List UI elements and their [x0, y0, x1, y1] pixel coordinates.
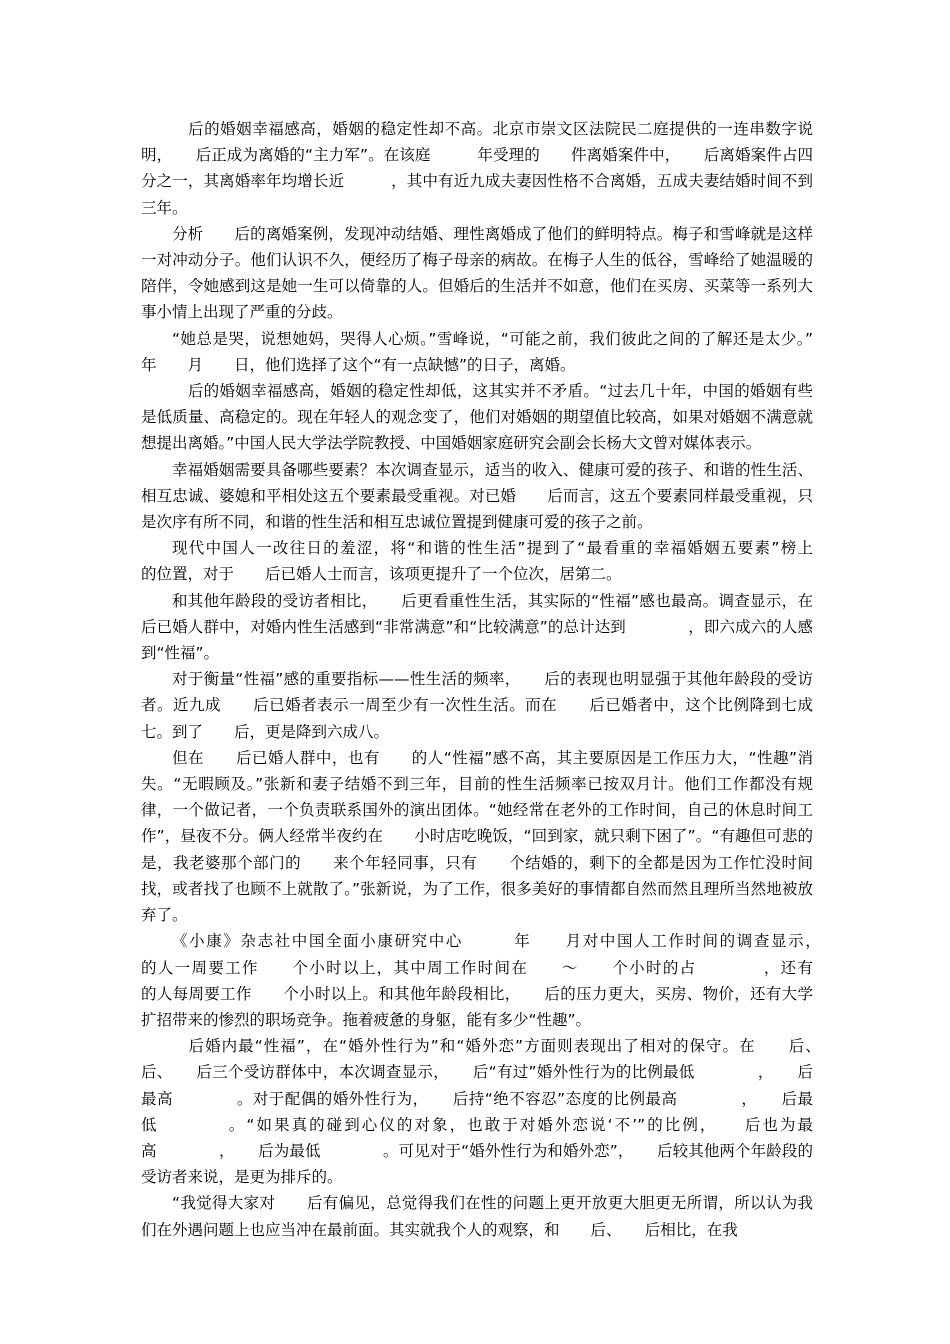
paragraph-5: 幸福婚姻需要具备哪些要素？本次调查显示，适当的收入、健康可爱的孩子、和谐的性生活、相互忠诚、婆媳和平相处这五个要素最受重视。对已婚 后而言，这五个要素同样最受重视，只是次序有所不同，和谐的性生活和相互忠诚位置提到健康可爱的孩子之前。	[141, 460, 813, 532]
paragraph-3: “她总是哭，说想她妈，哭得人心烦。”雪峰说，“可能之前，我们彼此之间的了解还是太少。” 年 月 日，他们选择了这个“有一点缺憾”的日子，离婚。	[141, 329, 860, 374]
paragraph-4: 后的婚姻幸福感高，婚姻的稳定性却低，这其实并不矛盾。“过去几十年，中国的婚姻有些是低质量、高稳定的。现在年轻人的观念变了，他们对婚姻的期望值比较高，如果对婚姻不满意就想提出离婚。”中国人民大学法学院教授、中国婚姻家庭研究会副会长杨大文曾对媒体表示。	[141, 382, 813, 453]
paragraph-1: 后的婚姻幸福感高，婚姻的稳定性却不高。北京市崇文区法院民二庭提供的一连串数字说明， 后正成为离婚的“主力军”。在该庭 年受理的 件离婚案件中， 后离婚案件占四分之一，其离婚率年均增长近 ，其中有近九成夫妻因性格不合离婚，五成夫妻结婚时间不到三年。	[141, 120, 813, 217]
paragraph-7: 和其他年龄段的受访者相比， 后更看重性生活，其实际的“性福”感也最高。调查显示，在 后已婚人群中，对婚内性生活感到“非常满意”和“比较满意”的总计达到 ，即六成六的人感到“性福”。	[141, 591, 845, 663]
paragraph-2: 分析 后的离婚案例，发现冲动结婚、理性离婚成了他们的鲜明特点。梅子和雪峰就是这样一对冲动分子。他们认识不久，便经历了梅子母亲的病故。在梅子人生的低谷，雪峰给了她温暖的陪伴，令她感到这是她一生可以倚靠的人。但婚后的生活并不如意，他们在买房、买菜等一系列大事小情上出现了严重的分歧。	[141, 224, 813, 322]
paragraph-8: 对于衡量“性福”感的重要指标——性生活的频率， 后的表现也明显强于其他年龄段的受访者。近九成 后已婚者表示一周至少有一次性生活。而在 后已婚者中，这个比例降到七成七。到了 后，更是降到六成八。	[141, 670, 813, 741]
paragraph-10: 《小康》杂志社中国全面小康研究中心 年 月对中国人工作时间的调查显示， 的人一周要工作 个小时以上，其中周工作时间在 ～ 个小时的占 ，还有 的人每周要工作 个小时以上。和其他年龄段相比， 后的压力更大，买房、物价，还有大学扩招带来的惨烈的职场竞争。拖着疲惫的身躯，能有多少“性趣”。	[141, 932, 876, 1029]
paragraph-9: 但在 后已婚人群中，也有 的人“性福”感不高，其主要原因是工作压力大，“性趣”消失。“无暇顾及。”张新和妻子结婚不到三年，目前的性生活频率已按双月计。他们工作都没有规律，一个做记者，一个负责联系国外的演出团体。“她经常在老外的工作时间，自己的休息时间工作”，昼夜不分。俩人经常半夜约在 小时店吃晚饭，“回到家，就只剩下困了”。“有趣但可悲的是，我老婆那个部门的 来个年轻同事，只有 个结婚的，剩下的全都是因为工作忙没时间找，或者找了也顾不上就散了。”张新说，为了工作，很多美好的事情都自然而然且理所当然地被放弃了。	[141, 748, 813, 925]
paragraph-11: 后婚内最“性福”，在“婚外性行为”和“婚外恋”方面则表现出了相对的保守。在 后、 后、 后三个受访群体中，本次调查显示， 后“有过”婚外性行为的比例最低 ， 后最高 。对于配偶的婚外性行为， 后持“绝不容忍”态度的比例最高 ， 后最低 。“如果真的碰到心仪的对象，也敢于对婚外恋说‘不’”的比例， 后也为最高 ， 后为最低 。可见对于“婚外性行为和婚外恋”， 后较其他两个年龄段的受访者来说，是更为排斥的。	[141, 1037, 845, 1187]
document-page	[141, 116, 876, 1243]
paragraph-12: “我觉得大家对 后有偏见，总觉得我们在性的问题上更开放更大胆更无所谓，所以认为我们在外遇问题上也应当冲在最前面。其实就我个人的观察，和 后、 后相比，在我	[141, 1194, 813, 1239]
paragraph-6: 现代中国人一改往日的羞涩，将“和谐的性生活”提到了“最看重的幸福婚姻五要素”榜上 的位置，对于 后已婚人士而言，该项更提升了一个位次，居第二。	[141, 539, 860, 584]
